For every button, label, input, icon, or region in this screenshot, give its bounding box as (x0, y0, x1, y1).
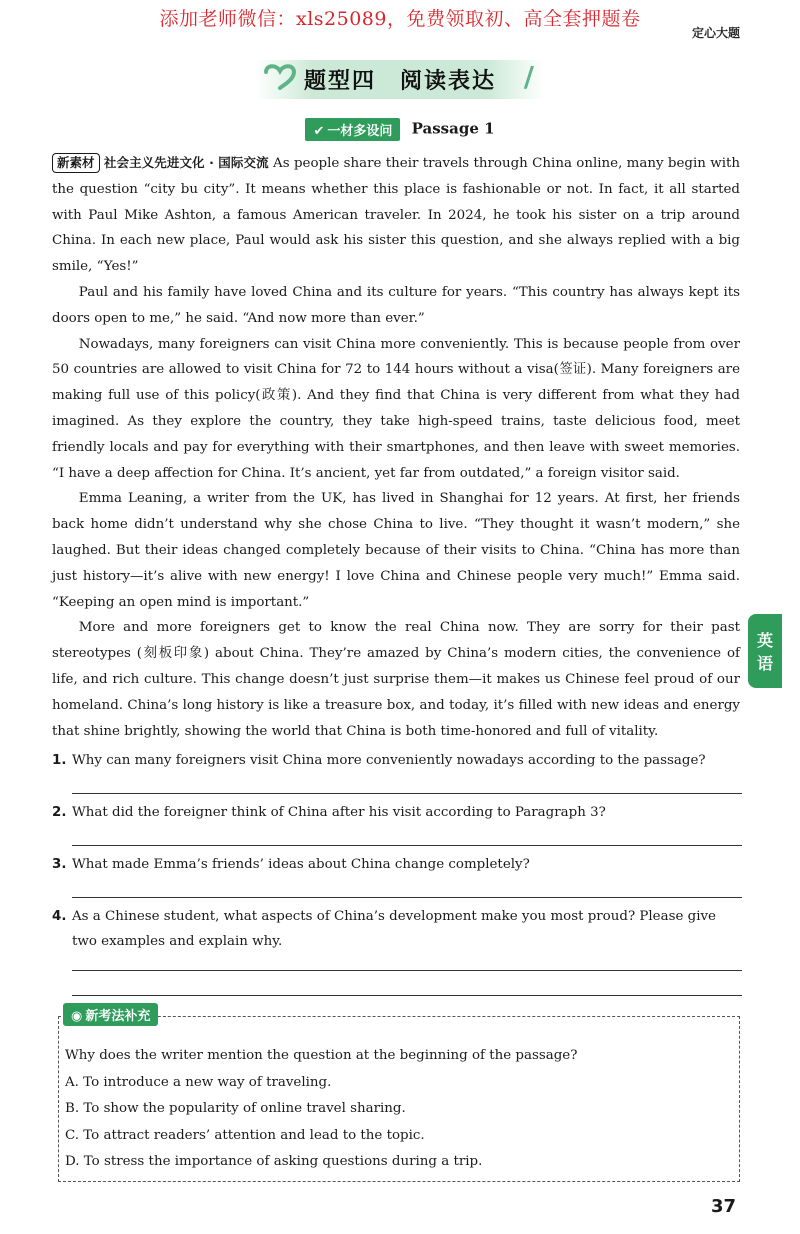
option-a[interactable]: A. To introduce a new way of traveling. (65, 1074, 332, 1090)
option-c[interactable]: C. To attract readers’ attention and lead to the topic. (65, 1127, 425, 1143)
reading-passage (52, 150, 740, 744)
option-d[interactable]: D. To stress the importance of asking questions during a trip. (65, 1154, 483, 1169)
multi-question-tag-label: 一材多设问 (327, 124, 393, 139)
subject-side-tab (748, 614, 782, 688)
passage-label: Passage 1 (411, 119, 495, 138)
supplement-tag (63, 1003, 158, 1026)
section-title-box (256, 60, 544, 99)
checkmark-icon: ✔ (313, 124, 325, 139)
passage-heading (0, 118, 800, 141)
question-number: 4. (52, 909, 67, 924)
location-pin-icon: ◉ (71, 1009, 83, 1024)
side-tab-char: 英 (756, 631, 773, 650)
paragraph-5: More and more foreigners get to know the real China now. They are sorry for their past stereotypes (刻板印象) about China. They’re amazed by China’s modern cities, the convenience of life, and rich culture. This change doesn’t just surprise them—it makes us Chinese feel proud of our homeland. China’s long history is like a treasure box, and today, it’s filled with new ideas and energy that shine brightly, showing the world that China is both time-honored and full of vitality. (52, 620, 740, 739)
question-item (52, 748, 742, 773)
book-section-tag: 定心大题 (691, 26, 740, 40)
supplement-box (58, 1009, 740, 1182)
answer-line[interactable] (72, 773, 742, 794)
slash-decoration-icon: / (523, 60, 536, 93)
option-b[interactable]: B. To show the popularity of online travel sharing. (65, 1101, 406, 1116)
answer-line[interactable] (72, 954, 742, 971)
answer-line[interactable] (72, 971, 742, 996)
supplement-question: Why does the writer mention the question at the beginning of the passage? (65, 1048, 578, 1063)
section-title-banner (0, 60, 800, 99)
topic-label: 社会主义先进文化 · 国际交流 (103, 155, 269, 170)
question-item (52, 852, 742, 877)
supplement-tag-label: 新考法补充 (85, 1009, 151, 1024)
question-number: 2. (52, 805, 67, 820)
paragraph-3: Nowadays, many foreigners can visit China more conveniently. This is because people from over 50 countries are allowed to visit China for 72 to 144 hours without a visa(签证). Many foreigners are making full use of this policy(政策). And they find that China is very different from what they had imagined. As they explore the country, they take high-speed trains, taste delicious food, meet friendly locals and pay for everything with their smartphones, and then leave with sweet memories. “I have a deep affection for China. It’s ancient, yet far from outdated,” a foreign visitor said. (52, 336, 740, 481)
new-material-badge: 新素材 (52, 153, 100, 173)
question-number: 3. (52, 857, 67, 872)
question-item (52, 800, 742, 825)
question-text: What made Emma’s friends’ ideas about China change completely? (72, 857, 530, 872)
heart-decoration-icon (262, 62, 302, 92)
question-text: As a Chinese student, what aspects of China’s development make you most proud? Please give two examples and explain why. (72, 909, 716, 949)
side-tab-char: 语 (756, 654, 773, 673)
section-title: 题型四 阅读表达 (303, 69, 496, 94)
multi-question-tag (305, 118, 400, 141)
paragraph-4: Emma Leaning, a writer from the UK, has lived in Shanghai for 12 years. At first, her friends back home didn’t understand why she chose China to live. “They thought it wasn’t modern,” she laughed. But their ideas changed completely because of their visits to China. “China has more than just history—it’s alive with new energy! I love China and Chinese people very much!” Emma said. “Keeping an open mind is important.” (52, 491, 740, 610)
paragraph-2: Paul and his family have loved China and its culture for years. “This country has always kept its doors open to me,” he said. “And now more than ever.” (52, 284, 740, 326)
question-item (52, 904, 742, 954)
paragraph-text: As people share their travels through China online, many begin with the question “city bu city”. It means whether this place is fashionable or not. In fact, it all started with Paul Mike Ashton, a famous American traveler. In 2024, he took his sister on a trip around China. In each new place, Paul would ask his sister this question, and she always replied with a big smile, “Yes!” (52, 156, 740, 275)
answer-line[interactable] (72, 877, 742, 898)
question-number: 1. (52, 753, 67, 768)
watermark-text: 添加老师微信：xls25089，免费领取初、高全套押题卷 (159, 8, 641, 30)
supplement-content (59, 1017, 739, 1176)
question-text: What did the foreigner think of China after his visit according to Paragraph 3? (72, 805, 606, 820)
paragraph-1 (52, 150, 740, 280)
question-text: Why can many foreigners visit China more conveniently nowadays according to the passage? (72, 753, 706, 768)
page-number: 37 (710, 1196, 736, 1217)
answer-line[interactable] (72, 825, 742, 846)
question-list (52, 748, 742, 996)
